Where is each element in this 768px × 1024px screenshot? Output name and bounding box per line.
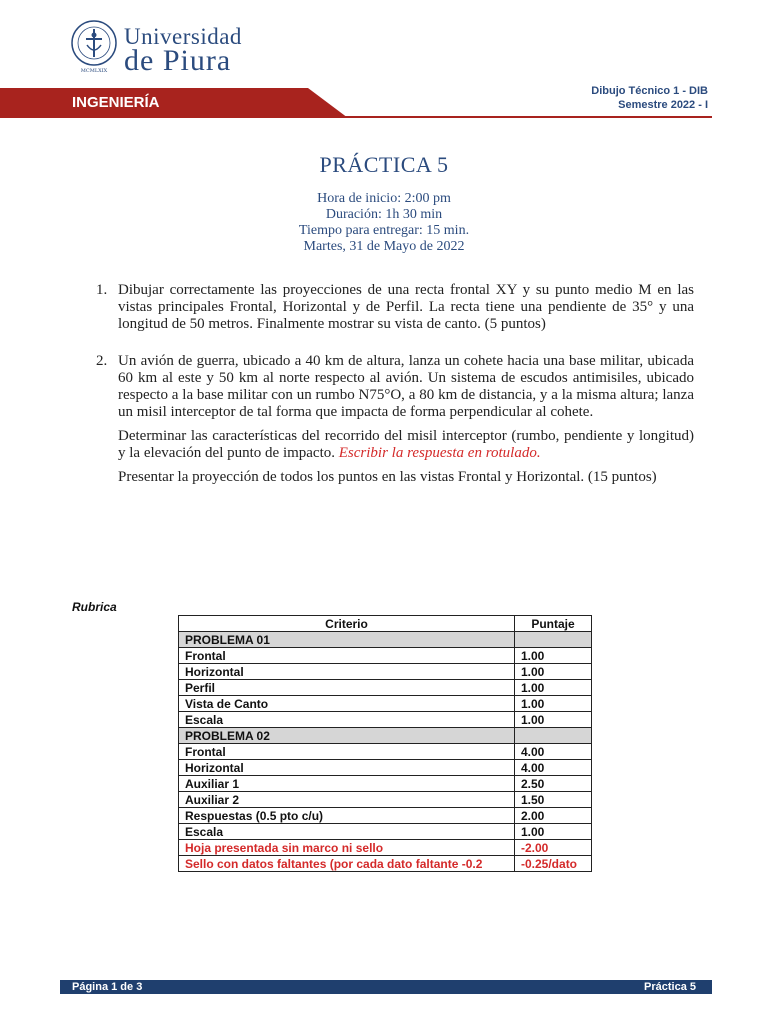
puntaje-cell: 1.00 xyxy=(515,664,592,680)
table-row xyxy=(179,840,592,856)
puntaje-cell: 1.00 xyxy=(515,680,592,696)
table-row xyxy=(179,744,592,760)
puntaje-cell xyxy=(515,632,592,648)
problem-number: 1. xyxy=(96,282,108,298)
criterio-cell: Auxiliar 1 xyxy=(179,776,515,792)
exam-meta xyxy=(0,191,768,255)
table-row xyxy=(179,648,592,664)
puntaje-cell: 1.00 xyxy=(515,696,592,712)
criterio-cell: Horizontal xyxy=(179,664,515,680)
problem-2-statement: Un avión de guerra, ubicado a 40 km de altura, lanza un cohete hacia una base militar, ubicada 60 km al este y 50 km al norte respecto al avión. Un sistema de escudos antimisiles, ubicado respecto a la base militar con un rumbo N75°O, a 80 km de distancia, y a la misma altura; lanza un misil interceptor de tal forma que impacta de forma perpendicular al cohete. xyxy=(118,353,694,420)
table-row xyxy=(179,712,592,728)
problem-number: 2. xyxy=(96,353,108,369)
problem-1 xyxy=(96,282,694,340)
footer-bar xyxy=(60,980,712,994)
criterio-cell: PROBLEMA 02 xyxy=(179,728,515,744)
table-row xyxy=(179,760,592,776)
criterio-cell: PROBLEMA 01 xyxy=(179,632,515,648)
puntaje-cell: -0.25/dato xyxy=(515,856,592,872)
table-row xyxy=(179,824,592,840)
puntaje-cell: 1.50 xyxy=(515,792,592,808)
criterio-cell: Escala xyxy=(179,712,515,728)
table-row xyxy=(179,856,592,872)
puntaje-cell: 2.50 xyxy=(515,776,592,792)
university-name-line2: de Piura xyxy=(124,44,232,77)
exam-date: Martes, 31 de Mayo de 2022 xyxy=(303,239,465,254)
course-name: Dibujo Técnico 1 - DIB xyxy=(591,85,708,97)
problem-2-presentation: Presentar la proyección de todos los puntos en las vistas Frontal y Horizontal. (15 puntos) xyxy=(118,469,657,485)
semester: Semestre 2022 - I xyxy=(618,99,708,111)
criterio-cell: Escala xyxy=(179,824,515,840)
rubric-label: Rubrica xyxy=(72,600,117,614)
criterio-cell: Vista de Canto xyxy=(179,696,515,712)
university-seal-logo xyxy=(70,15,118,75)
table-row xyxy=(179,632,592,648)
table-row xyxy=(179,680,592,696)
criterio-cell: Respuestas (0.5 pto c/u) xyxy=(179,808,515,824)
page-title: PRÁCTICA 5 xyxy=(319,152,449,177)
puntaje-cell: 1.00 xyxy=(515,712,592,728)
puntaje-cell: 4.00 xyxy=(515,744,592,760)
table-row xyxy=(179,696,592,712)
criterio-cell: Auxiliar 2 xyxy=(179,792,515,808)
criterio-cell: Sello con datos faltantes (por cada dato faltante -0.2 xyxy=(179,856,515,872)
puntaje-cell: 1.00 xyxy=(515,824,592,840)
puntaje-cell: 4.00 xyxy=(515,760,592,776)
delivery-time: Tiempo para entregar: 15 min. xyxy=(298,223,470,238)
page-number: Página 1 de 3 xyxy=(72,981,143,993)
column-header-criterio: Criterio xyxy=(179,616,515,632)
table-row xyxy=(179,808,592,824)
criterio-cell: Hoja presentada sin marco ni sello xyxy=(179,840,515,856)
start-time: Hora de inicio: 2:00 pm xyxy=(317,191,451,206)
table-row xyxy=(179,792,592,808)
criterio-cell: Frontal xyxy=(179,648,515,664)
puntaje-cell: 1.00 xyxy=(515,648,592,664)
university-name-line1: Universidad xyxy=(124,24,242,49)
department-label: INGENIERÍA xyxy=(72,94,160,111)
puntaje-cell xyxy=(515,728,592,744)
problem-1-text: Dibujar correctamente las proyecciones de una recta frontal XY y su punto medio M en las vistas principales Frontal, Horizontal y de Perfil. La recta tiene una pendiente de 35° y una longitud de 50 metros. Finalmente mostrar su vista de canto. (5 puntos) xyxy=(118,282,694,332)
duration: Duración: 1h 30 min xyxy=(325,207,443,222)
criterio-cell: Perfil xyxy=(179,680,515,696)
table-row xyxy=(179,776,592,792)
column-header-puntaje: Puntaje xyxy=(515,616,592,632)
problem-2-task-text: Determinar las características del recorrido del misil interceptor (rumbo, pendiente y longitud) y la elevación del punto de impacto. xyxy=(118,428,694,461)
puntaje-cell: 2.00 xyxy=(515,808,592,824)
problem-2-note: Escribir la respuesta en rotulado. xyxy=(338,445,541,461)
criterio-cell: Horizontal xyxy=(179,760,515,776)
table-row xyxy=(179,664,592,680)
criterio-cell: Frontal xyxy=(179,744,515,760)
svg-text:MCMLXIX: MCMLXIX xyxy=(80,68,108,74)
puntaje-cell: -2.00 xyxy=(515,840,592,856)
problem-2 xyxy=(96,353,694,493)
footer-practice-label: Práctica 5 xyxy=(644,981,696,993)
rubric-table xyxy=(178,615,592,872)
problem-2-task xyxy=(118,428,694,462)
course-info xyxy=(591,84,708,112)
rubric-header-row xyxy=(179,616,592,632)
table-row xyxy=(179,728,592,744)
